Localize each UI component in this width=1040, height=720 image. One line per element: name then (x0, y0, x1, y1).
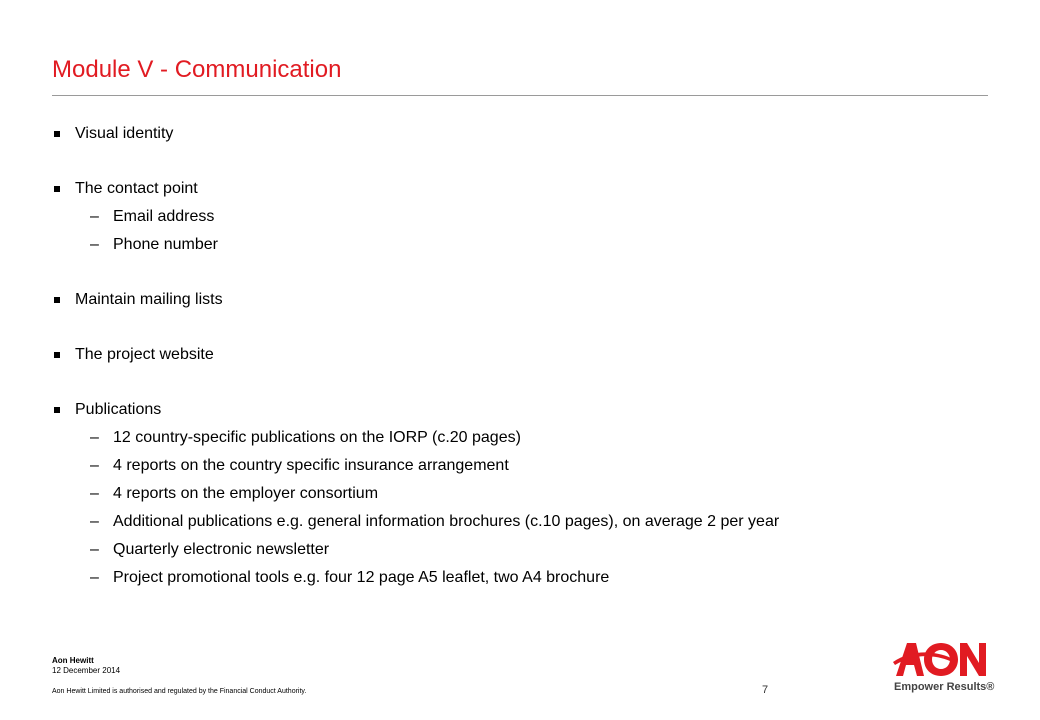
footer-company: Aon Hewitt (52, 656, 94, 665)
sub-bullet-item (52, 231, 982, 259)
footer-date: 12 December 2014 (52, 666, 121, 675)
bullet-item (52, 120, 982, 148)
sub-bullet-text: Project promotional tools e.g. four 12 page A5 leaflet, two A4 brochure (113, 569, 610, 586)
title-divider (52, 95, 988, 96)
square-bullet-icon (54, 407, 60, 413)
sub-bullet-text: Quarterly electronic newsletter (113, 541, 330, 558)
sub-bullet-text: Email address (113, 208, 215, 225)
square-bullet-icon (54, 297, 60, 303)
dash-marker: – (90, 513, 99, 530)
bullet-text: Publications (75, 401, 162, 418)
sub-bullet-text: 4 reports on the country specific insurance arrangement (113, 457, 509, 474)
bullet-item (52, 396, 982, 424)
sub-bullet-text: Additional publications e.g. general information brochures (c.10 pages), on average 2 per year (113, 513, 780, 530)
square-bullet-icon (54, 131, 60, 137)
sub-bullet-item (52, 536, 982, 564)
dash-marker: – (90, 485, 99, 502)
dash-marker: – (90, 457, 99, 474)
square-bullet-icon (54, 352, 60, 358)
dash-marker: – (90, 429, 99, 446)
sub-bullet-text: Phone number (113, 236, 218, 253)
dash-marker: – (90, 569, 99, 586)
dash-marker: – (90, 236, 99, 253)
sub-bullet-item (52, 564, 982, 592)
square-bullet-icon (54, 186, 60, 192)
dash-marker: – (90, 541, 99, 558)
logo-tagline: Empower Results® (894, 681, 995, 693)
bullet-text: The project website (75, 346, 214, 363)
bullet-item (52, 286, 982, 314)
bullet-text: Visual identity (75, 125, 174, 142)
sub-bullet-item (52, 203, 982, 231)
sub-bullet-item (52, 508, 982, 536)
dash-marker: – (90, 208, 99, 225)
page-number: 7 (762, 684, 769, 696)
bullet-text: Maintain mailing lists (75, 291, 223, 308)
slide-title: Module V - Communication (52, 56, 342, 83)
sub-bullet-item (52, 424, 982, 452)
sub-bullet-text: 4 reports on the employer consortium (113, 485, 379, 502)
bullet-item (52, 341, 982, 369)
footer-legal-notice: Aon Hewitt Limited is authorised and regulated by the Financial Conduct Authority. (52, 688, 307, 695)
sub-bullet-item (52, 480, 982, 508)
bullet-text: The contact point (75, 180, 198, 197)
bullet-list (52, 120, 982, 592)
sub-bullet-item (52, 452, 982, 480)
bullet-item (52, 175, 982, 203)
sub-bullet-text: 12 country-specific publications on the IORP (c.20 pages) (113, 429, 521, 446)
